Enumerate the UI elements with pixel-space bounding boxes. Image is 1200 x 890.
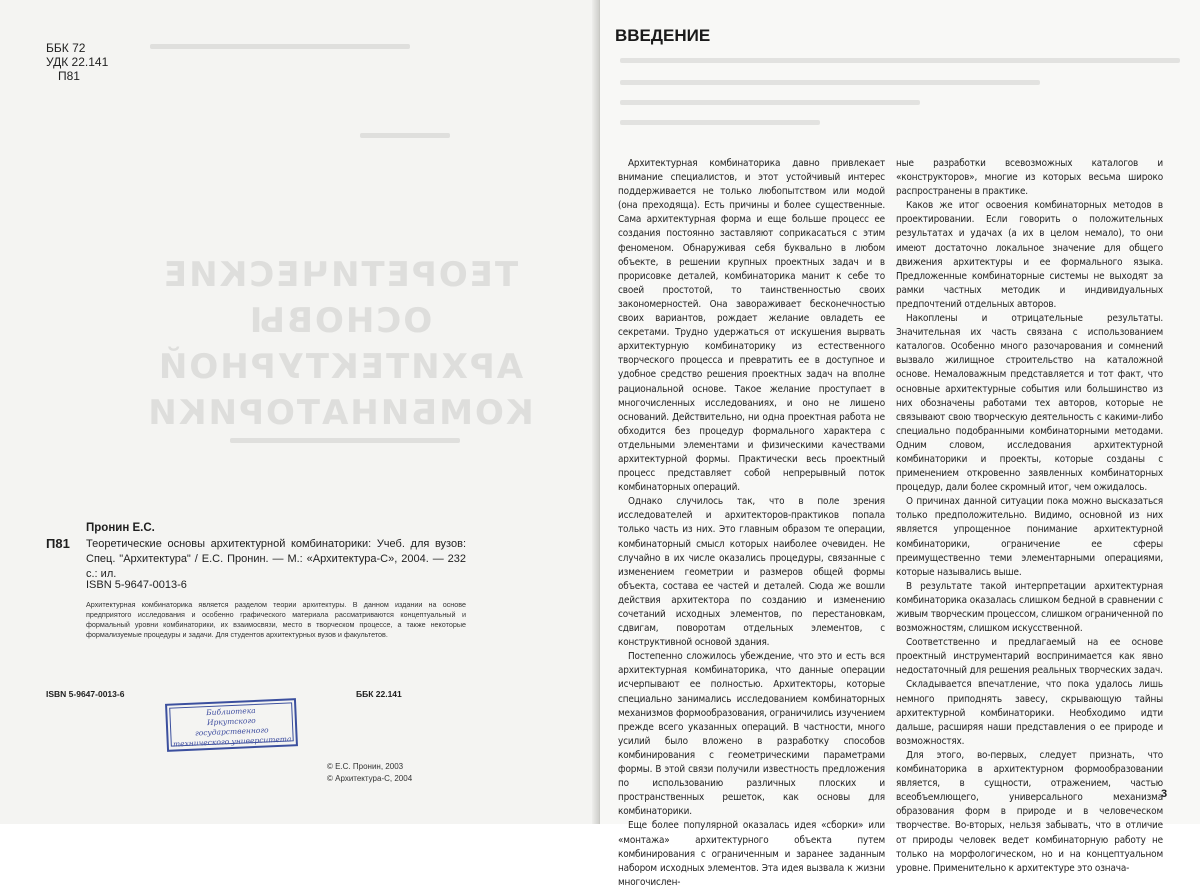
- udk-code: УДК 22.141: [46, 55, 109, 69]
- paragraph: Соответственно и предлагаемый на ее основе проектный инструментарий воспринимается как явно недостаточный для решения реальных творческих задач.: [896, 637, 1163, 677]
- library-stamp: [165, 698, 298, 752]
- chapter-heading: ВВЕДЕНИЕ: [615, 26, 711, 45]
- copyright-line: © Е.С. Пронин, 2003: [327, 762, 404, 771]
- catalog-isbn: ISBN 5-9647-0013-6: [86, 579, 187, 591]
- paragraph: В результате такой интерпретации архитектурная комбинаторика оказалась слишком бедной в сравнении с живым творческим процессом, слишком ограниченной по возможностям, слишком искусственной.: [896, 580, 1163, 635]
- text-column-left: [618, 157, 885, 890]
- stamp-line: Иркутского государственного: [194, 715, 269, 738]
- library-stamp-frame: [169, 702, 294, 749]
- footer-bbk: ББК 22.141: [356, 689, 402, 699]
- catalog-description: Теоретические основы архитектурной комбинаторики: Учеб. для вузов: Спец. "Архитектура" / Е.С. Пронин. — М.: «Архитектура-С», 2004. — 232 с.: ил.: [86, 538, 466, 580]
- catalog-abstract: Архитектурная комбинаторика является разделом теории архитектуры. В данном издании на основе предприятого исследования и особенно графического материала рассматриваются концептуальный и формальный уровни комбинаторики, их взаимосвязи, место в творческом процессе, а также некоторые формализуемые процедуры и задачи. Для студентов архитектурных вузов и факультетов.: [86, 600, 466, 639]
- paragraph: Каков же итог освоения комбинаторных методов в проектировании. Если говорить о положительных результатах и удачах (а их в целом немало), то они имеют достаточно локальное значение для общего движения архитектуры и ее формального языка. Предложенные комбинаторные системы не выходят за рамки частных методик и индивидуальных предпочтений отдельных авторов.: [896, 200, 1163, 310]
- show-through-line: [360, 133, 450, 138]
- paragraph: Для этого, во-первых, следует признать, что комбинаторика в архитектурном формообразовании является, в сущности, отражением, частью всеобъемлющего, универсального механизма образования форм в природе и в человеческом творчестве. Во-вторых, нельзя забывать, что в отличие от природы человек ведет комбинаторную работу не только на морфологическом, но и на концептуальном уровне. Применительно к архитектуре это означа-: [896, 749, 1163, 874]
- catalog-mark: П81: [46, 536, 70, 551]
- stamp-line: технического университета: [172, 734, 292, 749]
- catalog-author: Пронин Е.С.: [86, 522, 155, 534]
- author-mark: П81: [58, 69, 80, 83]
- bbk-code: ББК 72: [46, 41, 86, 55]
- footer-isbn: ISBN 5-9647-0013-6: [46, 689, 125, 699]
- copyright-block: [327, 761, 412, 785]
- left-page: [0, 0, 598, 824]
- page-number: 3: [1161, 788, 1168, 800]
- paragraph: Архитектурная комбинаторика давно привлекает внимание специалистов, и этот устойчивый интерес поддерживается не только любопытством или модой (она преходяща). Есть причины и более существенные. Сама архитектурная форма и еще больше процесс ее создания постоянно заставляют соприкасаться с этим феноменом. Обнаруживая себя буквально в любом объекте, в решении крупных проектных задач и в прорисовке деталей, комбинаторика манит к себе то своей простотой, то таинственностью своих закономерностей. Она завораживает бесконечностью своих вариантов, рождает желание овладеть ее секретами. Трудно удержаться от искушения вырвать архитектурную комбинаторику из естественного творческого процесса и превратить ее в доступное и удобное средство решения проектных задач на вполне рациональной основе. Такое желание проступает в многочисленных исследованиях, и оно не лишено оснований. Действительно, ни одна проектная работа не обходится без процедур формального характера с отдельными элементами и физическими качествами архитектурной формы. Практически весь проектный процесс представляет собой непрерывный поток комбинаторных операций.: [618, 158, 885, 494]
- paragraph: Накоплены и отрицательные результаты. Значительная их часть связана с использованием каталогов. Особенно много разочарования и сомнений вызвало жилищное строительство на каталожной основе. Немаловажным представляется и тот факт, что основные архитектурные события или большинство из них обозначены работами тех авторов, которые не связывают свою творческую деятельность с какими-либо специально подобранными комбинаторными методами. Одним словом, исследования архитектурной комбинаторики и проекты, которые созданы с применением откровенно заявленных комбинаторных процедур, дали более скромный итог, чем ожидалось.: [896, 313, 1163, 494]
- show-through-line: [620, 58, 1180, 63]
- show-through-line: [150, 44, 410, 49]
- paragraph: ные разработки всевозможных каталогов и «конструкторов», многие из которых весьма широко распространены в практике.: [896, 158, 1163, 198]
- paragraph: Постепенно сложилось убеждение, что это и есть вся архитектурная комбинаторика, что данные операции исчерпывают ее полностью. Архитекторы, которые специально занимались исследованием комбинаторных механизмов формообразования, ограничились изучением прежде всего указанных операций. В частности, много усилий было вложено в разработку способов комбинирования с геометрическими параметрами формы. В этой связи получили известность предложения по использованию различных плоских и пространственных решеток, как основы для комбинаторики.: [618, 651, 885, 818]
- paragraph: Однако случилось так, что в поле зрения исследователей и архитекторов-практиков попала только часть из них. Это главным образом те операции, комбинаторный смысл которых наиболее очевиден. Не случайно в их числе оказались процедуры, связанные с изменением геометрии и размеров общей формы объекта, состава ее частей и деталей. Сюда же вошли действия архитектора по созданию и изменению сочетаний исходных элементов, по перестановкам, сдвигам, поворотам отдельных элементов, с конструктивной основой здания.: [618, 496, 885, 649]
- paragraph: О причинах данной ситуации пока можно высказаться только предположительно. Видимо, основной из них является упрощенное понимание архитектурной комбинаторики, ограничение ее сферы преимущественно теми элементарными операциями, которые назывались выше.: [896, 496, 1163, 578]
- show-through-line: [230, 438, 460, 443]
- show-through-line: [620, 100, 920, 105]
- paragraph: Еще более популярной оказалась идея «сборки» или «монтажа» архитектурного объекта путем комбинирования с ограниченным и заранее заданным набором исходных элементов. Эта идея вызвала к жизни многочислен-: [618, 820, 885, 888]
- show-through-line: [620, 80, 1040, 85]
- show-through-title: ТЕОРЕТИЧЕСКИЕ ОСНОВЫ АРХИТЕКТУРНОЙ КОМБИНАТОРИКИ: [146, 255, 534, 433]
- copyright-line: © Архитектура-С, 2004: [327, 774, 413, 783]
- show-through-line: [620, 120, 820, 125]
- stamp-line: Библиотека: [205, 705, 256, 718]
- classification-codes: [46, 41, 108, 83]
- paragraph: Складывается впечатление, что пока удалось лишь немного приподнять завесу, скрывающую тайны архитектурной комбинаторики. Необходимо идти дальше, расширяя наши представления о ее природе и возможностях.: [896, 679, 1163, 747]
- text-column-right: [896, 157, 1163, 876]
